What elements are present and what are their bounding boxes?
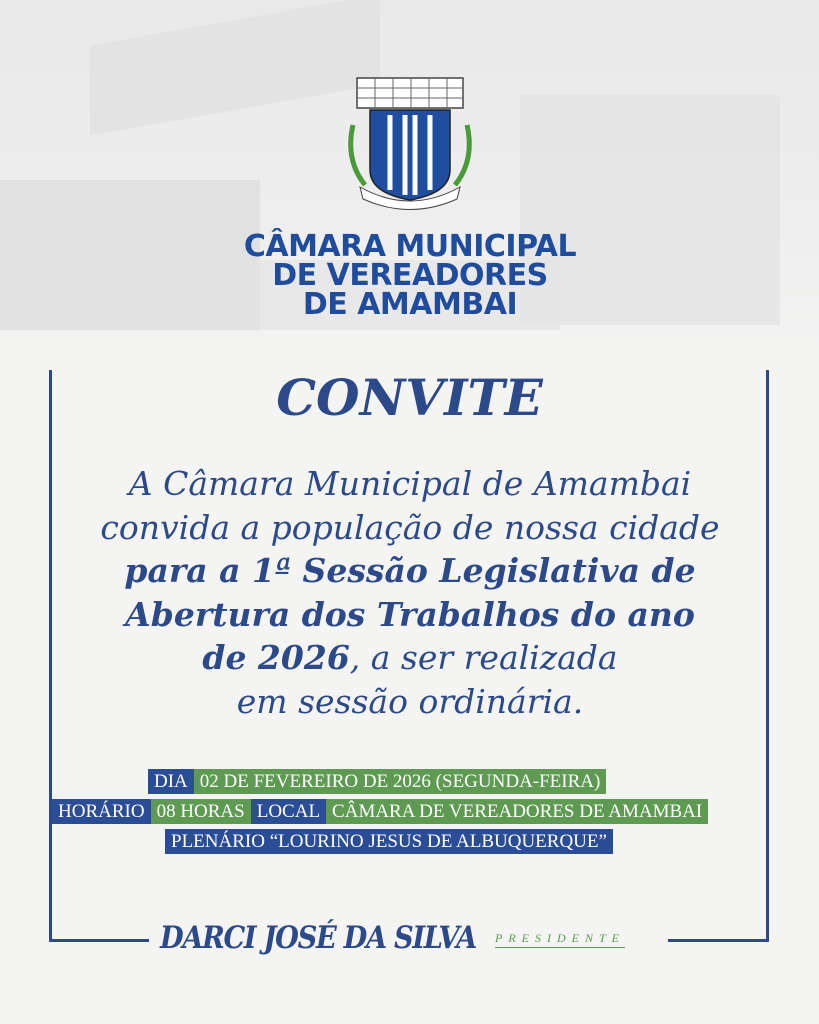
text-line: em sessão ordinária. (236, 681, 584, 721)
coat-of-arms-seal (345, 75, 475, 210)
org-line-1: CÂMARA MUNICIPAL (243, 229, 577, 264)
organization-name (200, 229, 620, 322)
frame-left-line (49, 370, 52, 942)
text-line-bold: para a 1ª Sessão Legislativa de (124, 551, 696, 590)
text-line: , a ser realizada (349, 638, 618, 677)
date-value: 02 DE FEVEREIRO DE 2026 (SEGUNDA-FEIRA) (194, 769, 607, 794)
plenary-name: PLENÁRIO “LOURINO JESUS DE ALBUQUERQUE” (165, 829, 613, 854)
time-label: HORÁRIO (52, 799, 151, 824)
date-label: DIA (148, 769, 194, 794)
signature-name: DARCI JOSÉ DA SILVA (160, 920, 476, 956)
frame-bottom-left-line (49, 939, 149, 942)
text-line: A Câmara Municipal de Amambai (128, 464, 692, 503)
org-line-2: DE VEREADORES (272, 258, 548, 293)
time-value: 08 HORAS (151, 799, 251, 824)
text-year-bold: de 2026 (202, 638, 350, 677)
invitation-title: CONVITE (276, 368, 543, 427)
text-line: convida a população de nossa cidade (100, 507, 720, 547)
frame-right-line (766, 370, 769, 942)
plenary-row (165, 829, 613, 854)
invitation-text (60, 462, 760, 723)
location-label: LOCAL (251, 799, 326, 824)
location-value: CÂMARA DE VEREADORES DE AMAMBAI (326, 799, 708, 824)
text-line-bold: Abertura dos Trabalhos do ano (125, 594, 695, 634)
date-row (148, 769, 606, 794)
frame-bottom-right-line (668, 939, 769, 942)
signature-role: PRESIDENTE (495, 931, 625, 948)
org-line-3: DE AMAMBAI (302, 287, 518, 322)
time-location-row (52, 799, 708, 824)
